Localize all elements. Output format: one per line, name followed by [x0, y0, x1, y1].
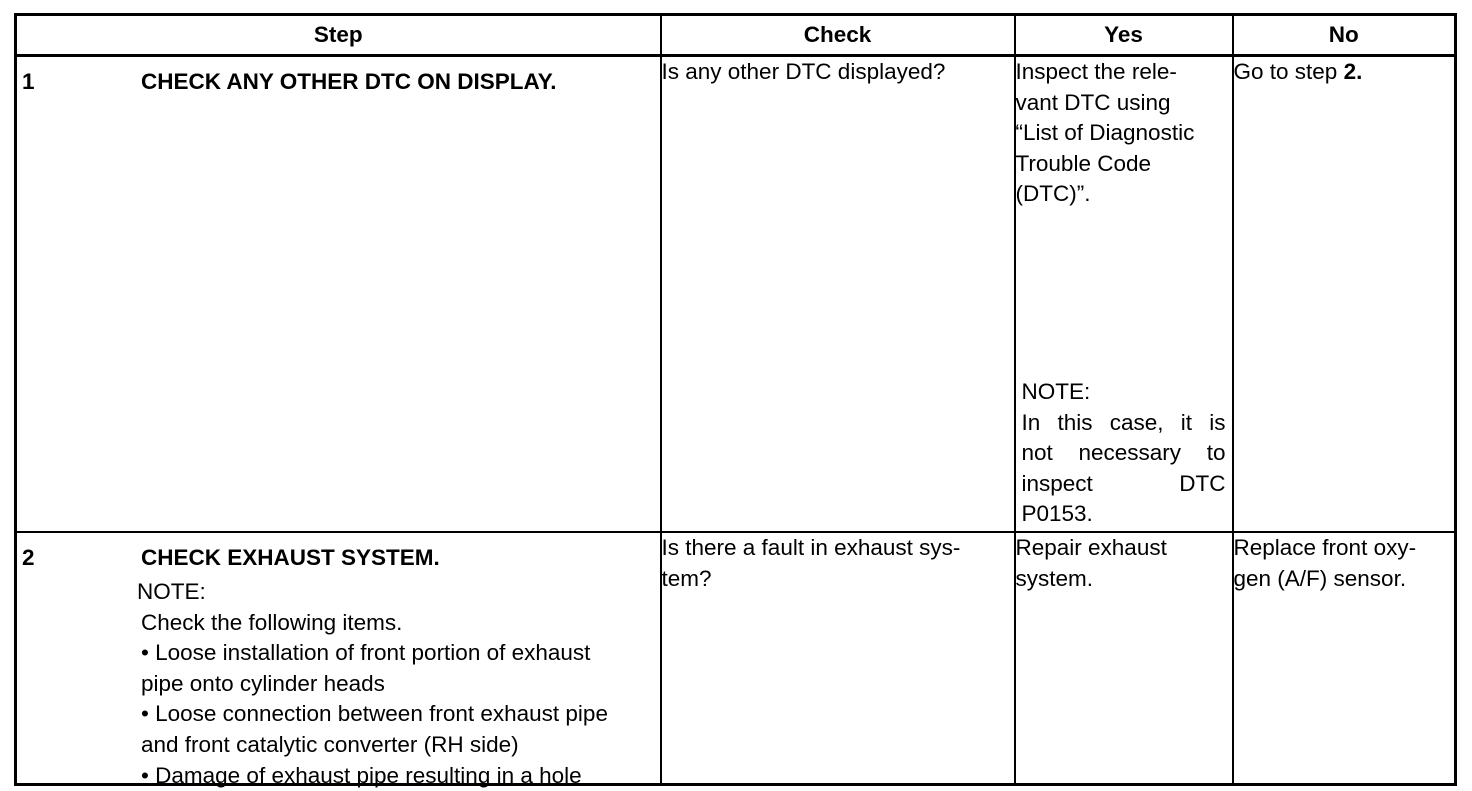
note-line: • Loose installation of front portion of exhaust [141, 640, 591, 666]
yes-cell [1015, 56, 1233, 533]
note-line: • Loose connection between front exhaust pipe [141, 701, 608, 727]
table-header-row [16, 15, 1456, 56]
step-number: 1 [22, 69, 35, 94]
no-text [1234, 57, 1455, 88]
step-title: CHECK EXHAUST SYSTEM. [141, 545, 440, 570]
check-text-line: Is there a fault in exhaust sys- [661, 535, 961, 560]
header-step: Step [16, 15, 661, 56]
note-line: and front catalytic converter (RH side) [141, 731, 519, 757]
check-text: Is any other DTC displayed? [661, 59, 946, 84]
yes-cell [1015, 532, 1233, 785]
check-text-line: tem? [661, 565, 712, 591]
header-no: No [1233, 15, 1456, 56]
no-cell [1233, 532, 1456, 785]
step-title: CHECK ANY OTHER DTC ON DISPLAY. [141, 69, 557, 94]
check-cell [661, 532, 1015, 785]
yes-text-line: Trouble Code [1015, 150, 1151, 176]
diagnostic-table [14, 13, 1457, 786]
step-note [137, 577, 656, 791]
note-line: In this case, it is [1021, 409, 1226, 435]
no-text-prefix: Go to step [1233, 59, 1344, 84]
no-text-line: gen (A/F) sensor. [1233, 565, 1407, 591]
note-line: • Damage of exhaust pipe resulting in a hole [141, 762, 582, 788]
step-cell [16, 532, 661, 788]
note-line: not necessary to [1021, 440, 1226, 466]
yes-text-line: Repair exhaust [1015, 535, 1167, 560]
goto-step-number: 2. [1343, 59, 1363, 84]
table-row [16, 56, 1456, 533]
no-text-line: Replace front oxy- [1233, 535, 1417, 560]
step-cell [16, 56, 661, 533]
yes-text-line: (DTC)”. [1015, 181, 1091, 207]
note-label: NOTE: [1021, 379, 1091, 404]
table-row [16, 532, 1456, 785]
step-number: 2 [22, 545, 35, 570]
note-line: Check the following items. [141, 609, 403, 635]
note-label: NOTE: [137, 579, 206, 604]
header-yes: Yes [1015, 15, 1233, 56]
yes-text-line: system. [1015, 565, 1094, 591]
yes-note [1022, 377, 1226, 530]
yes-text-line: vant DTC using [1015, 89, 1171, 115]
yes-text-line: “List of Diagnostic [1015, 120, 1195, 146]
note-line: inspect DTC [1021, 470, 1226, 496]
no-cell [1233, 56, 1456, 533]
header-check: Check [661, 15, 1015, 56]
yes-text-line: Inspect the rele- [1015, 59, 1177, 84]
note-line: P0153. [1021, 501, 1093, 527]
note-line: pipe onto cylinder heads [141, 670, 385, 696]
check-cell [661, 56, 1015, 533]
